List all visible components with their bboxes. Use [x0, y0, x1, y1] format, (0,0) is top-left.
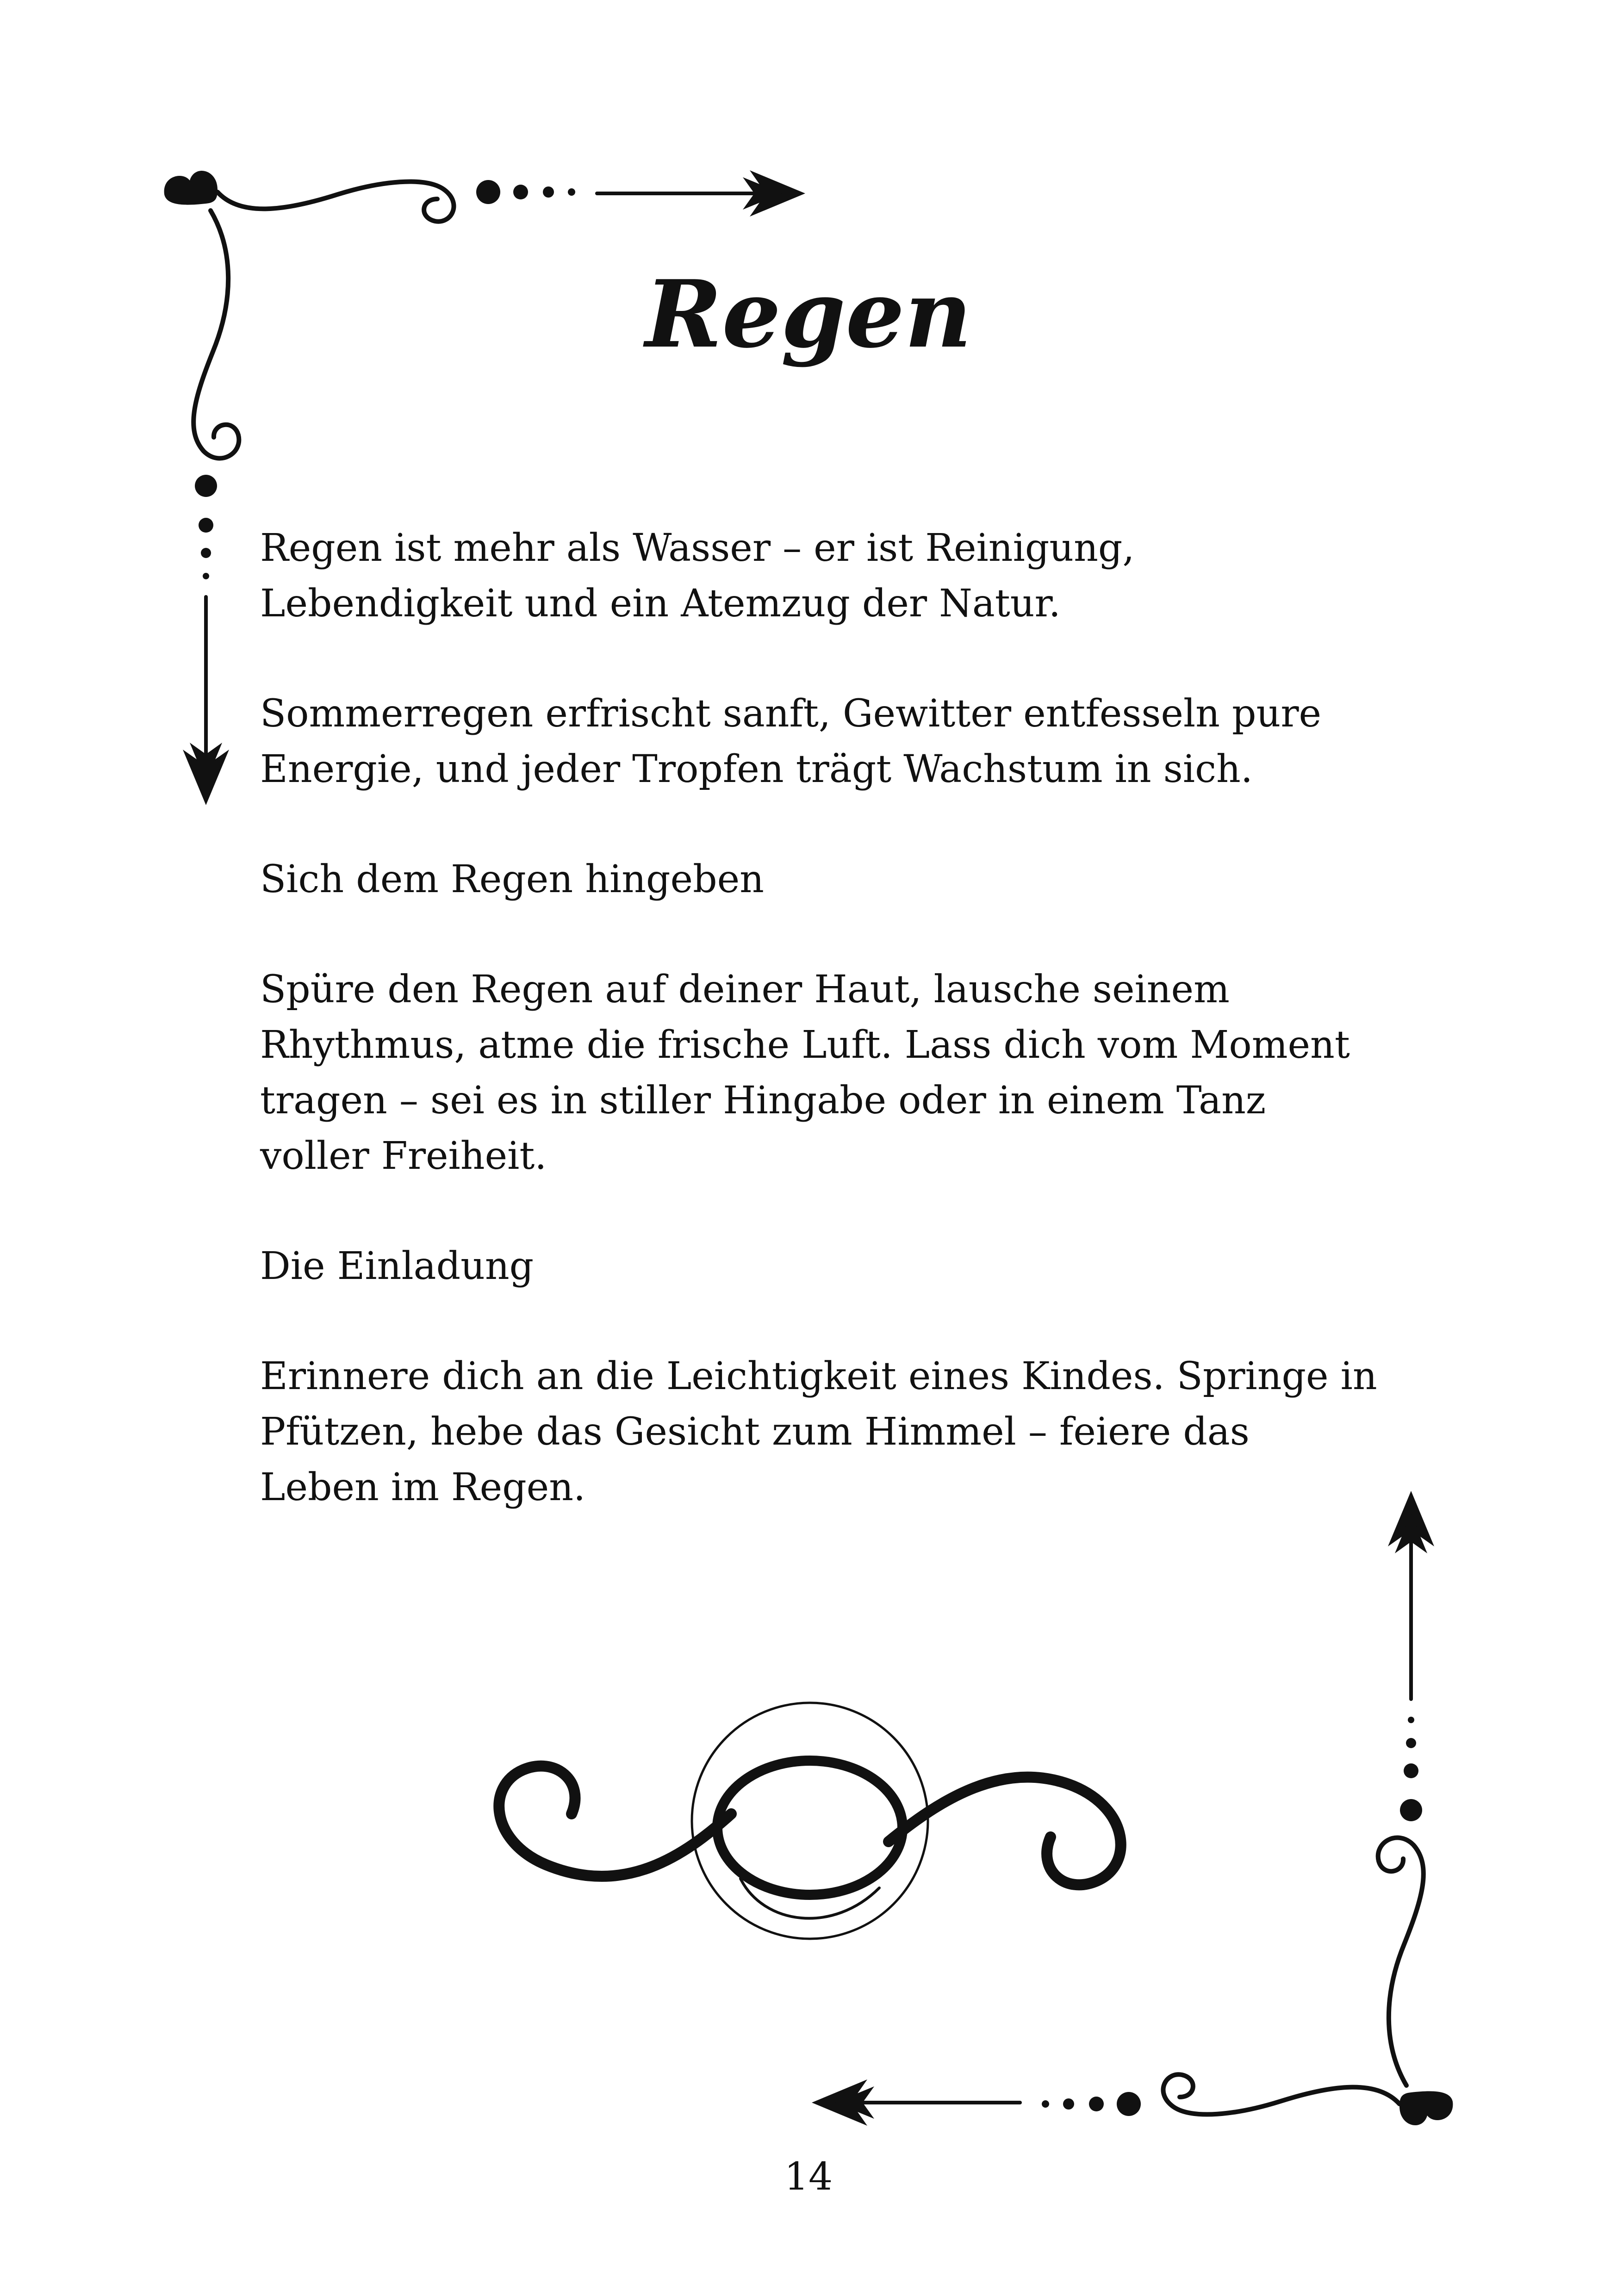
heart-icon — [1399, 2091, 1453, 2125]
body-text — [260, 521, 1380, 1570]
paragraph: Erinnere dich an die Leichtigkeit eines Kindes. Springe in Pfützen, hebe das Gesicht zum Himmel – feiere das Leben im Regen. — [260, 1354, 1377, 1509]
paragraph: Regen ist mehr als Wasser – er ist Reinigung, Lebendigkeit und ein Atemzug der Natur. — [260, 526, 1135, 626]
paragraph: Sommerregen erfrischt sanft, Gewitter entfesseln pure Energie, und jeder Tropfen trägt Wachstum in sich. — [260, 692, 1322, 791]
paragraph: Spüre den Regen auf deiner Haut, lausche seinem Rhythmus, atme die frische Luft. Lass dich vom Moment tragen – sei es in stiller Hingabe oder in einem Tanz voller Freiheit. — [260, 968, 1350, 1178]
page-title: Regen — [645, 260, 972, 369]
subheading: Die Einladung — [260, 1244, 534, 1288]
subheading: Sich dem Regen hingeben — [260, 857, 764, 901]
page-number: 14 — [784, 2155, 833, 2199]
heart-icon — [164, 171, 218, 205]
